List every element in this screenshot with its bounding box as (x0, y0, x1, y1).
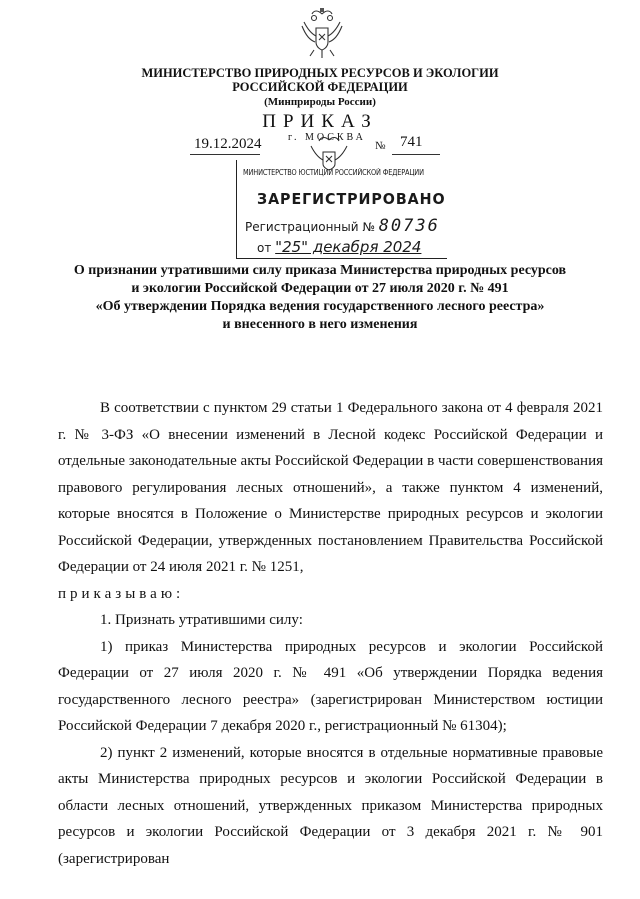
stamp-registration-date (257, 238, 421, 256)
title-line2: и экологии Российской Федерации от 27 июля 2020 г. № 491 (131, 281, 509, 296)
stamp-ministry: МИНИСТЕРСТВО ЮСТИЦИИ РОССИЙСКОЙ ФЕДЕРАЦИИ (243, 168, 424, 177)
coat-of-arms-icon (300, 6, 344, 60)
title-line1: О признании утратившими силу приказа Министерства природных ресурсов (73, 263, 567, 278)
number-underline (392, 154, 440, 155)
stamp-reg-label: Регистрационный № (245, 220, 375, 234)
ministry-name-line1: МИНИСТЕРСТВО ПРИРОДНЫХ РЕСУРСОВ И ЭКОЛОГИИ (141, 66, 499, 80)
stamp-registration-number (245, 216, 440, 236)
document-type: ПРИКАЗ (262, 111, 378, 132)
ministry-name-line2: РОССИЙСКОЙ ФЕДЕРАЦИИ (232, 80, 408, 94)
document-body (58, 395, 603, 872)
number-sign: № (375, 140, 386, 152)
order-date: 19.12.2024 (194, 136, 262, 152)
preamble-paragraph: В соответствии с пунктом 29 статьи 1 Федерального закона от 4 февраля 2021 г. № 3-ФЗ «О внесении изменений в Лесной кодекс Российской Федерации и отдельные законодательные акты Российской Федерации в части совершенствования правового регулирования лесных отношений», а также пунктом 4 изменений, которые вносятся в Положение о Министерстве природных ресурсов и экологии Российской Федерации, утвержденных постановлением Правительства Российской Федерации от 24 июля 2021 г. № 1251, (58, 400, 603, 575)
item-1-2: 2) пункт 2 изменений, которые вносятся в отдельные нормативные правовые акты Министерства природных ресурсов и экологии Российской Федерации в области лесных отношений, утвержденных приказом Министерства природных ресурсов и экологии Российской Федерации от 3 декабря 2021 г. № 901 (зарегистрирован (58, 744, 603, 867)
date-underline (190, 154, 260, 155)
title-line4: и внесенного в него изменения (222, 317, 418, 332)
order-word: приказываю: (58, 585, 185, 602)
item-1-1: 1) приказ Министерства природных ресурсов и экологии Российской Федерации от 27 июля 2020 г. № 491 «Об утверждении Порядка ведения государственного лесного реестра» (зарегистрирован Министерством юстиции Российской Федерации 7 декабря 2020 г., регистрационный № 61304); (58, 638, 603, 734)
registration-stamp (236, 160, 447, 259)
title-line3: «Об утверждении Порядка ведения государственного лесного реестра» (95, 299, 545, 314)
stamp-date-value: "25" декабря 2024 (275, 238, 422, 256)
stamp-status: ЗАРЕГИСТРИРОВАНО (257, 190, 446, 208)
order-number: 741 (400, 134, 423, 150)
item-1: 1. Признать утратившими силу: (100, 612, 303, 628)
stamp-date-prefix: от (257, 241, 272, 255)
stamp-reg-number: 80736 (378, 216, 440, 236)
ministry-short-name: (Минприроды России) (264, 96, 376, 108)
order-city: г. МОСКВА (288, 132, 366, 143)
